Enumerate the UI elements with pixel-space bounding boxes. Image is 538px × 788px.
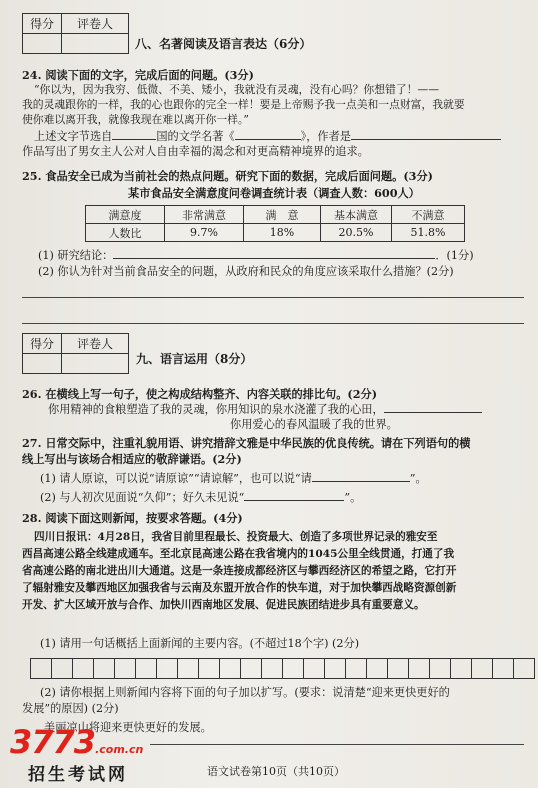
survey-header-row [86, 206, 465, 224]
q28-part1: (1) 请用一句话概括上面新闻的主要内容。(不超过18个字) (2分) [40, 637, 360, 650]
q24-quote-3: 使你难以离开我，就像我现在难以离开你一样。” [22, 113, 249, 126]
q24-fill-a: 上述文字节选自 [34, 130, 113, 143]
page-footer: 语文试卷第10页（共10页） [207, 765, 345, 778]
grid-cell[interactable] [114, 658, 136, 679]
survey-header-cell: 满 意 [244, 206, 321, 224]
q27-p2-end: ”。 [344, 491, 362, 504]
grid-cell[interactable] [198, 658, 220, 679]
grid-cell[interactable] [240, 658, 262, 679]
survey-header-cell: 满意度 [86, 206, 165, 224]
grid-cell[interactable] [429, 658, 451, 679]
grid-cell[interactable] [177, 658, 199, 679]
author-blank[interactable] [351, 129, 501, 140]
grid-cell[interactable] [450, 658, 472, 679]
grid-cell[interactable] [156, 658, 178, 679]
score-box-section9 [22, 333, 129, 374]
q25-part1 [38, 248, 474, 263]
survey-data-row [86, 224, 465, 242]
survey-cell: 人数比 [86, 224, 165, 242]
survey-header-cell: 非常满意 [165, 206, 244, 224]
q27-stem-2: 线上写出与该场合相适应的敬辞谦语。(2分) [22, 452, 242, 466]
q28-news-5: 开发、扩大区域开放与合作、加快川西南地区发展、促进民族团结进步具有重要意义。 [22, 599, 425, 611]
grid-cell[interactable] [135, 658, 157, 679]
survey-cell: 20.5% [321, 224, 392, 242]
q28-news-3: 省高速公路的南北进出川大通道。这是一条连接成都经济区与攀西经济区的希望之路，它打开 [22, 565, 457, 577]
grader-label: 评卷人 [62, 14, 129, 34]
grid-cell[interactable] [282, 658, 304, 679]
q24-quote-2: 我的灵魂跟你的一样，我的心也跟你的完全一样！要是上帝赐予我一点美和一点财富，我就要 [22, 98, 465, 111]
survey-header-cell: 不满意 [392, 206, 465, 224]
grid-cell[interactable] [30, 658, 52, 679]
q26-line1-text: 你用精神的食粮塑造了我的灵魂，你用知识的泉水浇灌了我的心田， [48, 403, 384, 416]
score-label: 得分 [23, 334, 62, 354]
answer-line[interactable] [22, 323, 524, 324]
grid-cell[interactable] [471, 658, 493, 679]
watermark-domain: .com.cn [95, 743, 144, 756]
watermark-caption: 招生考试网 [28, 765, 128, 785]
grid-cell[interactable] [366, 658, 388, 679]
site-watermark [10, 723, 143, 761]
q27-stem: 27. 日常交际中，注重礼貌用语、讲究措辞文雅是中华民族的优良传统。请在下列语句的横 [22, 436, 471, 450]
score-cell [23, 34, 62, 54]
survey-cell: 18% [244, 224, 321, 242]
survey-cell: 51.8% [392, 224, 465, 242]
grid-cell[interactable] [324, 658, 346, 679]
q24-fill-b: 国的文学名著《 [156, 130, 235, 143]
survey-header-cell: 基本满意 [321, 206, 392, 224]
answer-grid[interactable] [30, 658, 534, 679]
q28-part2-cont: 发展”的原因) (2分) [22, 702, 119, 715]
answer-line[interactable] [22, 297, 524, 298]
grid-cell[interactable] [387, 658, 409, 679]
q26-line2: 你用爱心的春风温暖了我的世界。 [230, 418, 398, 431]
q27-p2-text: (2) 与人初次见面说“久仰”；好久未见说“ [40, 491, 245, 504]
q28-expand-sentence: 美丽凉山将迎来更快更好的发展。 [44, 721, 212, 734]
apology-phrase-blank[interactable] [312, 471, 410, 482]
q26-stem: 26. 在横线上写一句子，使之构成结构整齐、内容关联的排比句。(2分) [22, 387, 377, 401]
grid-cell[interactable] [51, 658, 73, 679]
country-blank[interactable] [112, 129, 156, 140]
grid-cell[interactable] [492, 658, 514, 679]
q24-fill-line [34, 129, 501, 144]
score-label: 得分 [23, 14, 62, 34]
conclusion-blank[interactable] [113, 248, 435, 259]
grid-cell[interactable] [219, 658, 241, 679]
score-cell [23, 354, 62, 374]
grader-cell [62, 354, 129, 374]
watermark-number: 3773 [10, 723, 96, 761]
q25-p1-label: (1) 研究结论： [38, 249, 114, 262]
section9-title: 九、语言运用（8分） [136, 352, 253, 366]
q27-part1 [40, 471, 427, 486]
grid-cell[interactable] [408, 658, 430, 679]
grid-cell[interactable] [303, 658, 325, 679]
q27-p1-text: (1) 请人原谅，可以说“请原谅”“请谅解”，也可以说“请 [40, 472, 312, 485]
q24-quote-1: “你以为，因为我穷、低微、不美、矮小，我就没有灵魂，没有心吗？你想错了！—— [34, 83, 440, 96]
q25-p1-tail: ．(1分) [435, 249, 474, 262]
grid-cell[interactable] [261, 658, 283, 679]
q27-p1-end: ”。 [409, 472, 427, 485]
answer-line[interactable] [150, 744, 524, 745]
q26-line1 [48, 402, 482, 417]
grid-cell[interactable] [72, 658, 94, 679]
q28-news-4: 了辐射雅安及攀西地区加强我省与云南及东盟开放合作的快车道，对于加快攀西战略资源创新 [22, 582, 457, 594]
greeting-phrase-blank[interactable] [244, 490, 344, 501]
grader-label: 评卷人 [62, 334, 129, 354]
section8-title: 八、名著阅读及语言表达（6分） [135, 37, 312, 51]
book-title-blank[interactable] [235, 129, 301, 140]
q25-part2: (2) 你认为针对当前食品安全的问题，从政府和民众的角度应该采取什么措施？(2分) [38, 265, 454, 278]
parallel-sentence-blank[interactable] [384, 402, 482, 413]
q28-stem: 28. 阅读下面这则新闻，按要求答题。(4分) [22, 511, 243, 525]
q28-news-2: 西昌高速公路全线建成通车。至北京昆高速公路在我省境内的1045公里全线贯通，打通了我 [22, 548, 455, 560]
survey-table [85, 205, 465, 242]
q28-news-1: 四川日报讯：4月28日，我省目前里程最长、投资最大、创造了多项世界记录的雅安至 [34, 531, 438, 543]
q27-part2 [40, 490, 361, 505]
q24-line4: 作品写出了男女主人公对人自由幸福的渴念和对更高精神境界的追求。 [22, 145, 369, 158]
q25-stem: 25. 食品安全已成为当前社会的热点问题。研究下面的数据，完成后面问题。(3分) [22, 169, 433, 183]
grid-cell[interactable] [93, 658, 115, 679]
q24-fill-c: 》，作者是 [300, 130, 351, 143]
grid-cell[interactable] [513, 658, 535, 679]
q24-stem: 24. 阅读下面的文字，完成后面的问题。(3分) [22, 68, 254, 82]
score-box-section8 [22, 13, 129, 54]
q28-part2: (2) 请你根据上则新闻内容将下面的句子加以扩写。(要求：说清楚“迎来更快更好的 [40, 686, 450, 699]
grid-cell[interactable] [345, 658, 367, 679]
survey-cell: 9.7% [165, 224, 244, 242]
q25-caption: 某市食品安全满意度问卷调查统计表（调查人数：600人） [128, 186, 420, 200]
grader-cell [62, 34, 129, 54]
